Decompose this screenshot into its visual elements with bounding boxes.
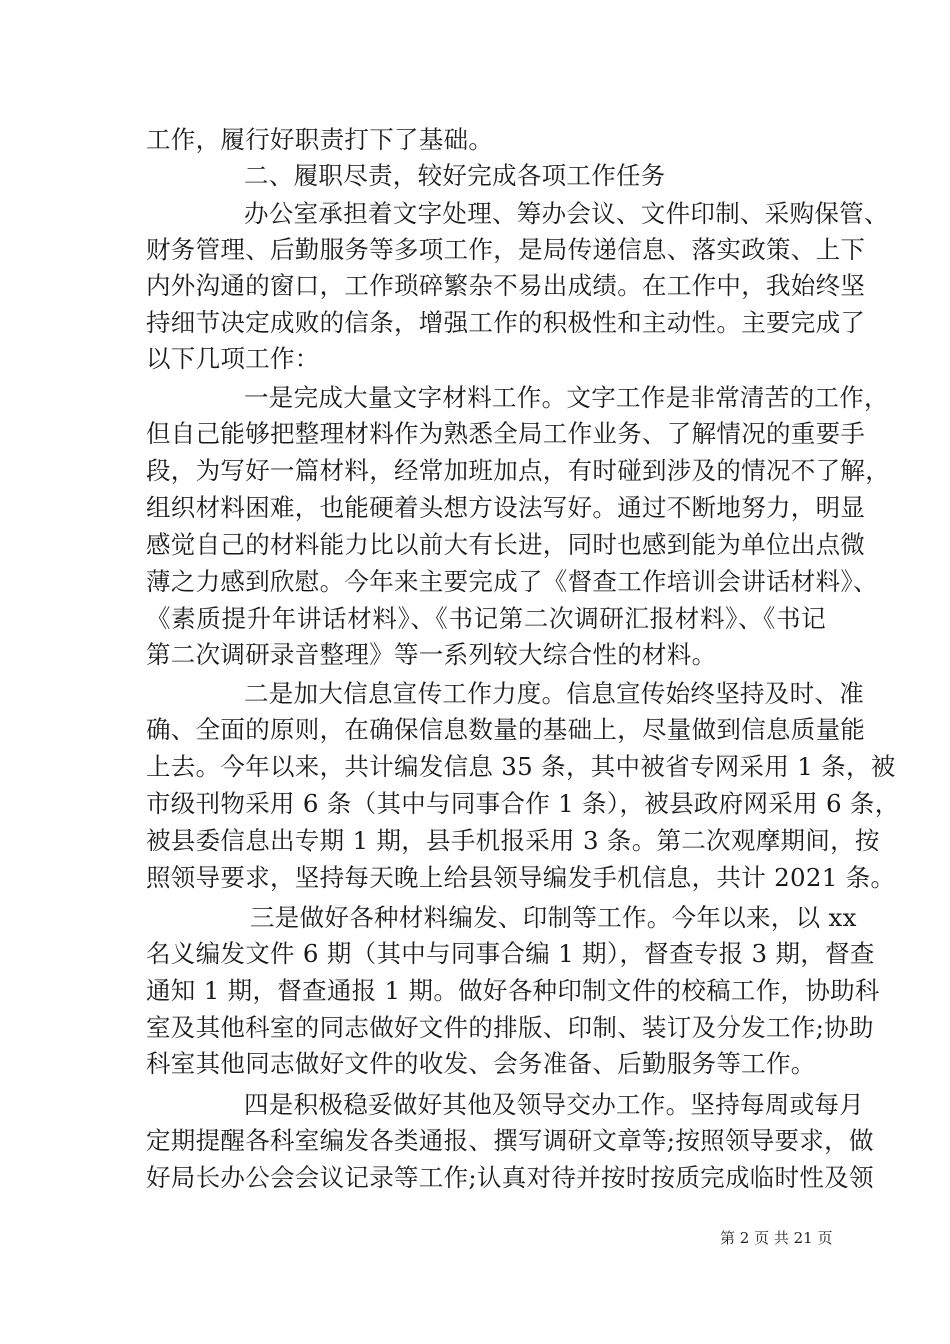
text-line: 段，为写好一篇材料，经常加班加点，有时碰到涉及的情况不了解， [146,456,890,485]
text-line: 上去。今年以来，共计编发信息 35 条，其中被省专网采用 1 条，被 [146,752,896,781]
text-line: 科室其他同志做好文件的收发、会务准备、后勤服务等工作。 [146,1049,816,1078]
text-line: 一是完成大量文字材料工作。文字工作是非常清苦的工作， [244,383,889,412]
text-line: 感觉自己的材料能力比以前大有长进，同时也感到能为单位出点微 [146,530,866,559]
text-line: 定期提醒各科室编发各类通报、撰写调研文章等;按照领导要求，做 [146,1126,874,1155]
text-line: 内外沟通的窗口，工作琐碎繁杂不易出成绩。在工作中，我始终坚 [146,271,866,300]
text-line: 以下几项工作： [146,344,320,373]
text-line: 办公室承担着文字处理、筹办会议、文件印制、采购保管、 [244,199,889,228]
text-line: 被县委信息出专期 1 期，县手机报采用 3 条。第二次观摩期间，按 [146,826,880,855]
text-line: 市级刊物采用 6 条（其中与同事合作 1 条），被县政府网采用 6 条， [146,789,900,818]
text-line: 但自己能够把整理材料作为熟悉全局工作业务、了解情况的重要手 [146,419,866,448]
text-line: 持细节决定成败的信条，增强工作的积极性和主动性。主要完成了 [146,308,866,337]
text-line: 室及其他科室的同志做好文件的排版、印制、装订及分发工作;协助 [146,1013,874,1042]
text-line: 名义编发文件 6 期（其中与同事合编 1 期），督查专报 3 期，督查 [146,939,875,968]
text-line: 三是做好各种材料编发、印制等工作。今年以来，以 xx [250,903,857,932]
text-line: 四是积极稳妥做好其他及领导交办工作。坚持每周或每月 [244,1090,864,1119]
text-line: 二是加大信息宣传工作力度。信息宣传始终坚持及时、准 [244,679,864,708]
text-line: 好局长办公会会议记录等工作;认真对待并按时按质完成临时性及领 [146,1163,874,1192]
page-number: 第 2 页 共 21 页 [720,1229,833,1247]
text-line: 第二次调研录音整理》等一系列较大综合性的材料。 [146,640,717,669]
text-line: 确、全面的原则，在确保信息数量的基础上，尽量做到信息质量能 [146,715,866,744]
text-line: 通知 1 期，督查通报 1 期。做好各种印制文件的校稿工作，协助科 [146,976,880,1005]
text-line: 财务管理、后勤服务等多项工作，是局传递信息、落实政策、上下 [146,235,866,264]
text-line: 组织材料困难，也能硬着头想方设法写好。通过不断地努力，明显 [146,493,866,522]
text-line: 工作，履行好职责打下了基础。 [146,125,494,154]
section-heading: 二、履职尽责，较好完成各项工作任务 [244,161,666,190]
text-line: 照领导要求，坚持每天晚上给县领导编发手机信息，共计 2021 条。 [146,863,896,892]
text-line: 《素质提升年讲话材料》、《书记第二次调研汇报材料》、《书记 [146,604,826,633]
text-line: 薄之力感到欣慰。今年来主要完成了《督查工作培训会讲话材料》、 [146,567,878,596]
